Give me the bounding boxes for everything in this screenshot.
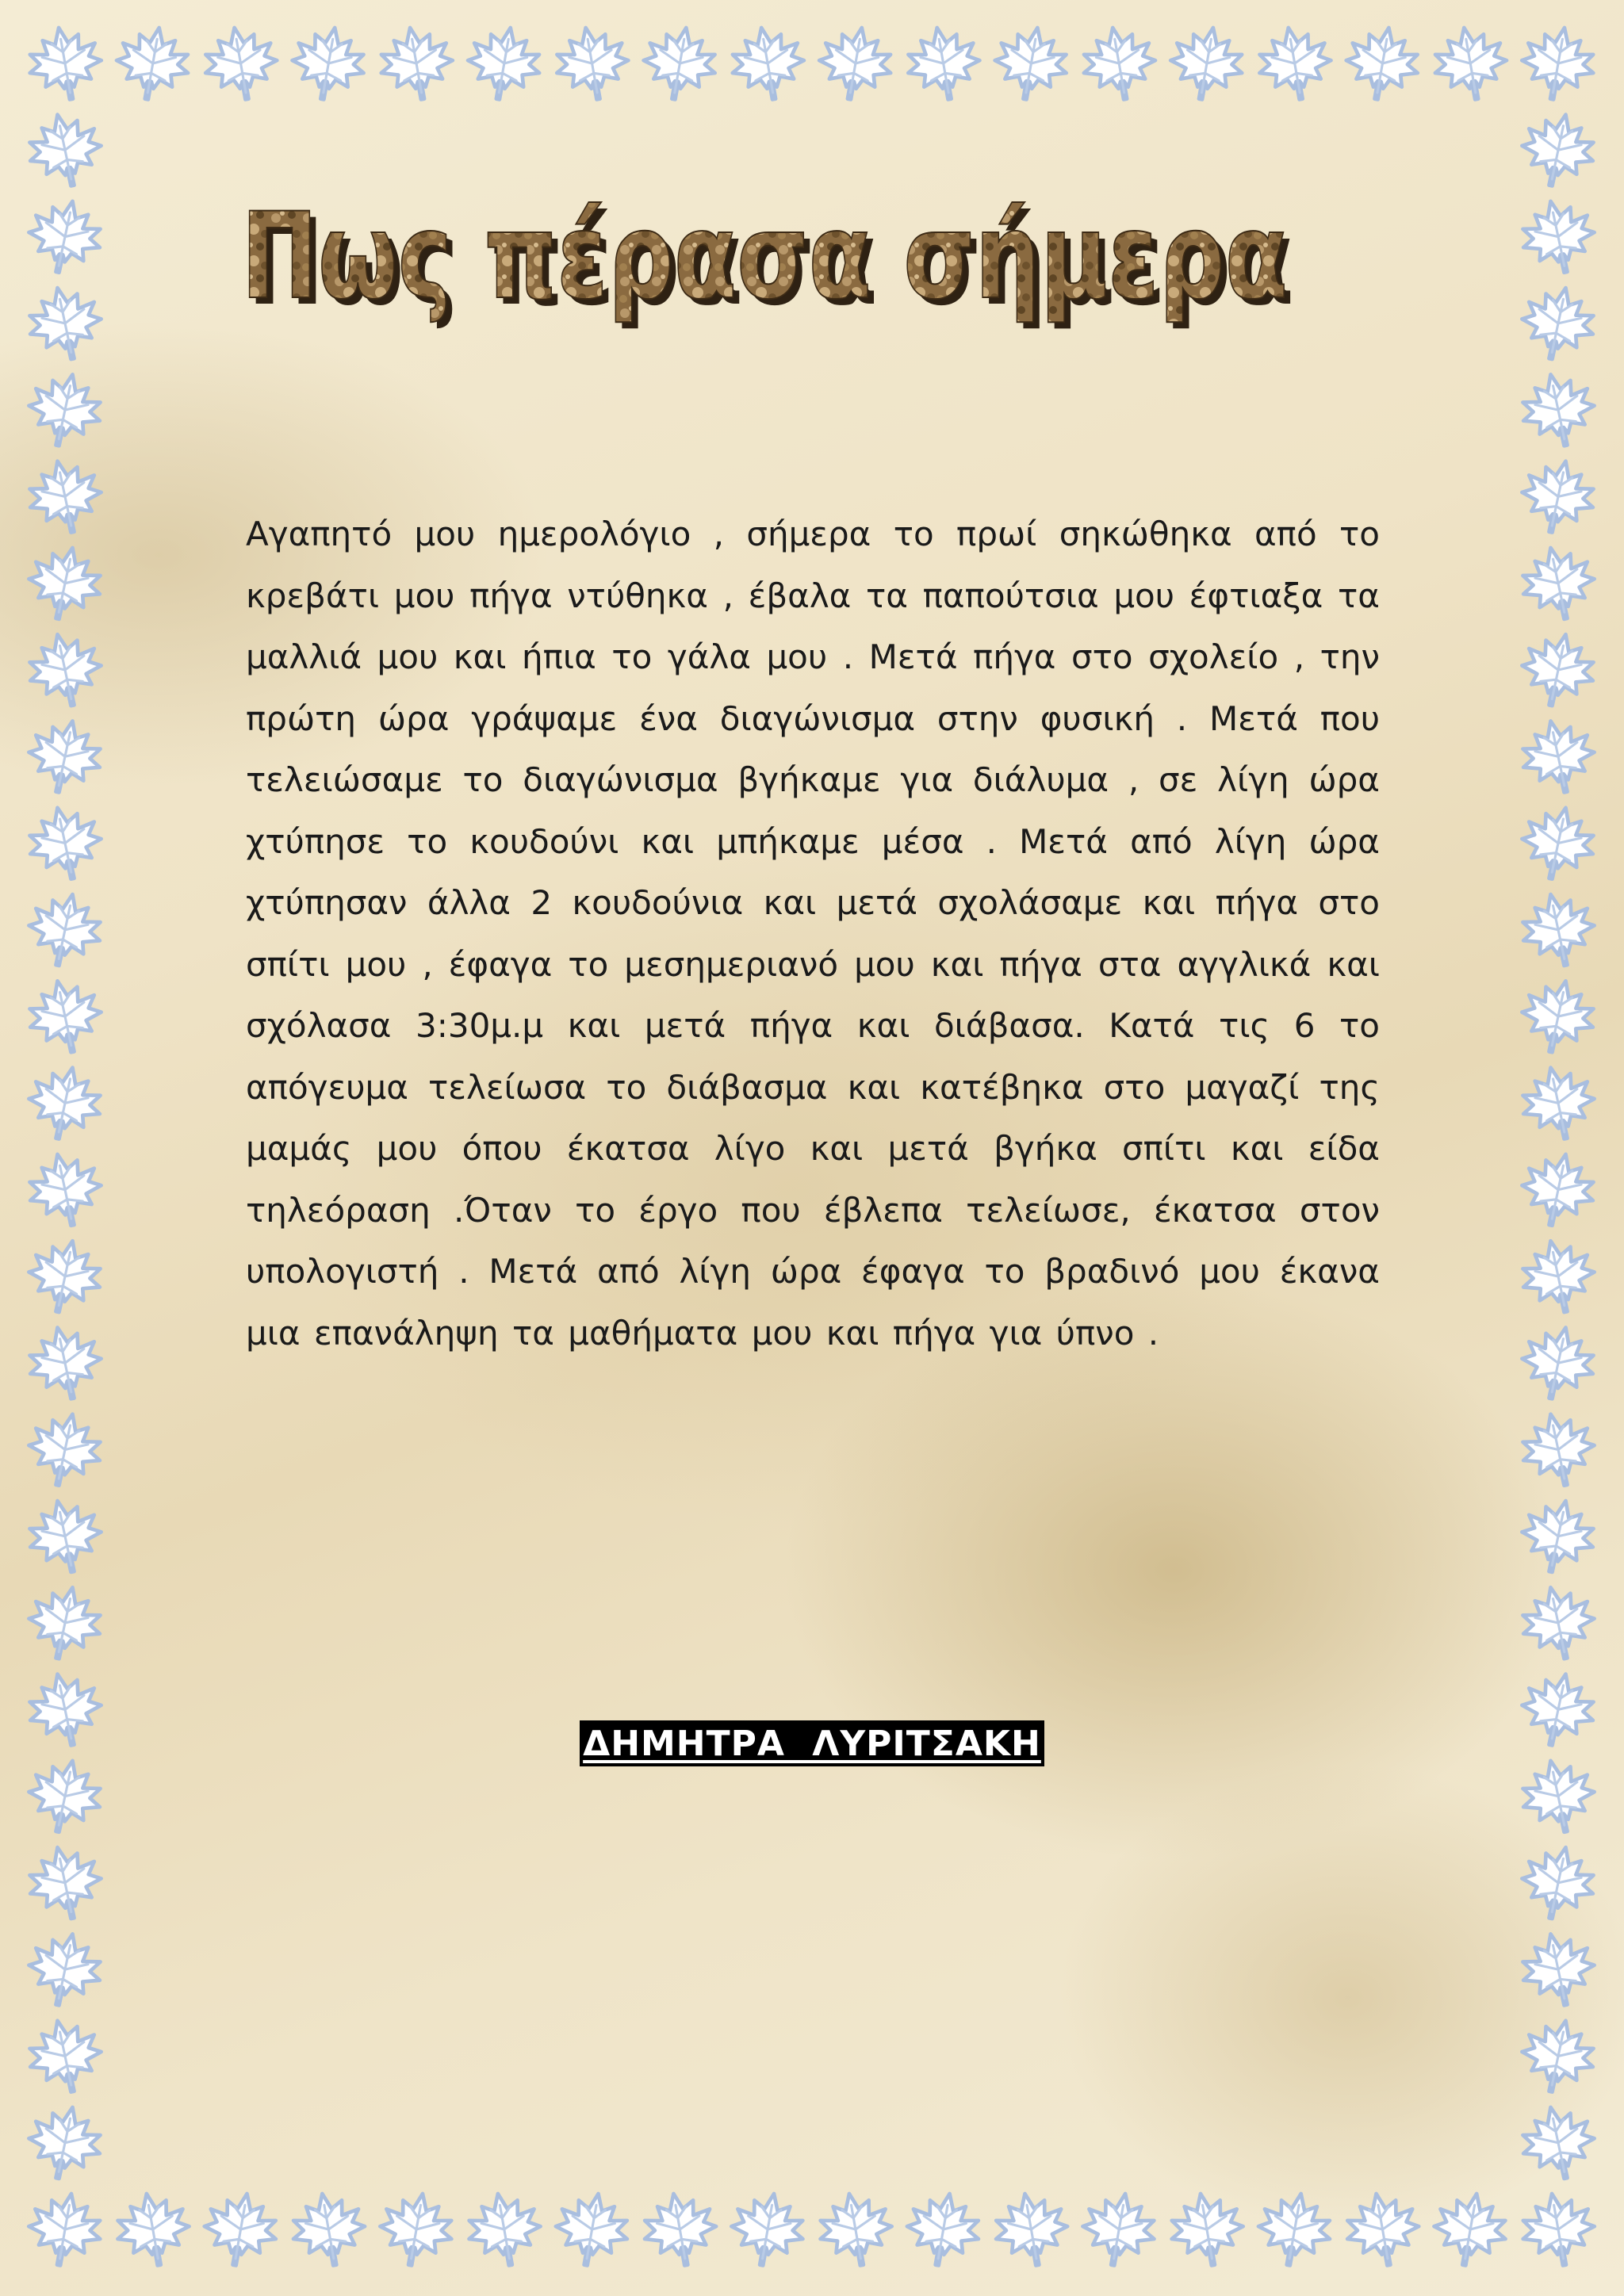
maple-leaf-icon xyxy=(1515,367,1602,453)
maple-leaf-icon xyxy=(1165,2187,1249,2271)
maple-leaf-icon xyxy=(22,107,109,193)
maple-leaf-icon xyxy=(814,2187,898,2271)
maple-leaf-icon xyxy=(1077,2187,1161,2271)
maple-leaf-icon xyxy=(1516,21,1600,105)
maple-leaf-icon xyxy=(22,1840,109,1927)
maple-leaf-icon xyxy=(22,1927,109,2013)
maple-leaf-icon xyxy=(638,21,722,105)
maple-leaf-icon xyxy=(550,2187,634,2271)
diary-entry-text: Αγαπητό μου ημερολόγιο , σήμερα το πρωί σηκώθηκα από το κρεβάτι μου πήγα ντύθηκα , έβαλα τα παπούτσια μου έφτιαξα τα μαλλιά μου και ήπια το γάλα μου . Μετά πήγα στο σχολείο , την πρώτη ώρα γράψαμε ένα διαγώνισμα στην φυσική . Μετά που τελειώσαμε το διαγώνισμα βγήκαμε για διάλυμα , σε λίγη ώρα χτύπησε το κουδούνι και μπήκαμε μέσα . Μετά από λίγη ώρα χτύπησαν άλλα 2 κουδούνια και μετά σχολάσαμε και πήγα στο σπίτι μου , έφαγα το μεσημεριανό μου και πήγα στα αγγλικά και σχόλασα 3:30μ.μ και μετά πήγα και διάβασα. Κατά τις 6 το απόγευμα τελείωσα το διάβασμα και κατέβηκα στο μαγαζί της μαμάς μου όπου έκατσα λίγο και μετά βγήκα σπίτι και είδα τηλεόραση .Όταν το έργο που έβλεπα τελείωσε, έκατσα στον υπολογιστή . Μετά από λίγη ώρα έφαγα το βραδινό μου έκανα μια επανάληψη τα μαθήματα μου και πήγα για ύπνο . xyxy=(246,515,1380,1353)
maple-leaf-icon xyxy=(1515,281,1602,367)
maple-leaf-icon xyxy=(22,887,109,974)
maple-leaf-icon xyxy=(22,1060,109,1146)
maple-leaf-icon xyxy=(1515,1493,1602,1579)
maple-leaf-icon xyxy=(726,2187,810,2271)
maple-leaf-icon xyxy=(1515,800,1602,886)
maple-leaf-icon xyxy=(1515,1840,1602,1927)
maple-leaf-icon xyxy=(1515,1927,1602,2013)
maple-leaf-icon xyxy=(1515,627,1602,714)
maple-leaf-icon xyxy=(23,2187,107,2271)
maple-leaf-icon xyxy=(22,1234,109,1320)
maple-leaf-icon xyxy=(1165,21,1249,105)
maple-leaf-icon xyxy=(23,21,107,105)
author-block xyxy=(0,1720,1624,1766)
maple-leaf-icon xyxy=(1515,2099,1602,2186)
maple-leaf-icon xyxy=(22,367,109,453)
maple-leaf-icon xyxy=(22,193,109,280)
maple-leaf-icon xyxy=(1428,2187,1512,2271)
maple-leaf-icon xyxy=(1428,21,1512,105)
maple-leaf-icon xyxy=(199,21,283,105)
maple-leaf-icon xyxy=(1515,453,1602,540)
maple-leaf-icon xyxy=(286,2187,370,2271)
maple-leaf-icon xyxy=(902,21,986,105)
maple-leaf-icon xyxy=(22,1406,109,1493)
maple-leaf-icon xyxy=(462,2187,546,2271)
maple-leaf-icon xyxy=(22,1493,109,1579)
maple-leaf-icon xyxy=(814,21,898,105)
maple-leaf-icon xyxy=(199,2187,283,2271)
maple-leaf-icon xyxy=(1515,107,1602,193)
maple-leaf-icon xyxy=(22,800,109,886)
maple-leaf-icon xyxy=(1515,974,1602,1060)
maple-leaf-icon xyxy=(22,281,109,367)
maple-leaf-icon xyxy=(989,21,1073,105)
maple-leaf-icon xyxy=(550,21,634,105)
maple-leaf-icon xyxy=(726,21,810,105)
maple-leaf-icon xyxy=(1253,2187,1337,2271)
maple-leaf-icon xyxy=(1515,1234,1602,1320)
maple-leaf-icon xyxy=(1516,2187,1600,2271)
maple-leaf-icon xyxy=(286,21,370,105)
maple-leaf-icon xyxy=(902,2187,986,2271)
maple-leaf-icon xyxy=(1515,1406,1602,1493)
title-text: Πως πέρασα σήμερα xyxy=(241,188,1288,326)
maple-leaf-icon xyxy=(1515,1320,1602,1406)
maple-leaf-icon xyxy=(22,2099,109,2186)
maple-leaf-icon xyxy=(22,714,109,800)
maple-leaf-icon xyxy=(1515,2013,1602,2099)
maple-leaf-icon xyxy=(111,2187,195,2271)
maple-leaf-icon xyxy=(1515,887,1602,974)
maple-leaf-icon xyxy=(1515,1146,1602,1233)
maple-leaf-icon xyxy=(1253,21,1337,105)
maple-leaf-icon xyxy=(22,540,109,626)
maple-leaf-icon xyxy=(22,1580,109,1667)
maple-leaf-icon xyxy=(1515,714,1602,800)
maple-leaf-icon xyxy=(1515,1060,1602,1146)
maple-leaf-icon xyxy=(462,21,546,105)
maple-leaf-icon xyxy=(1340,2187,1424,2271)
page-title xyxy=(238,178,1316,337)
maple-leaf-icon xyxy=(1515,540,1602,626)
maple-leaf-icon xyxy=(1340,21,1424,105)
maple-leaf-icon xyxy=(374,21,458,105)
title-shadow: Πως πέρασα σήμερα xyxy=(247,194,1294,332)
maple-leaf-icon xyxy=(638,2187,722,2271)
maple-leaf-icon xyxy=(22,1320,109,1406)
maple-leaf-icon xyxy=(989,2187,1073,2271)
maple-leaf-icon xyxy=(374,2187,458,2271)
maple-leaf-icon xyxy=(1077,21,1161,105)
maple-leaf-icon xyxy=(22,627,109,714)
maple-leaf-icon xyxy=(1515,1580,1602,1667)
maple-leaf-icon xyxy=(1515,193,1602,280)
author-name: ΔΗΜΗΤΡΑ ΛΥΡΙΤΣΑΚΗ xyxy=(580,1720,1044,1766)
maple-leaf-icon xyxy=(22,453,109,540)
maple-leaf-icon xyxy=(111,21,195,105)
maple-leaf-icon xyxy=(22,1146,109,1233)
maple-leaf-icon xyxy=(22,974,109,1060)
maple-leaf-icon xyxy=(22,2013,109,2099)
